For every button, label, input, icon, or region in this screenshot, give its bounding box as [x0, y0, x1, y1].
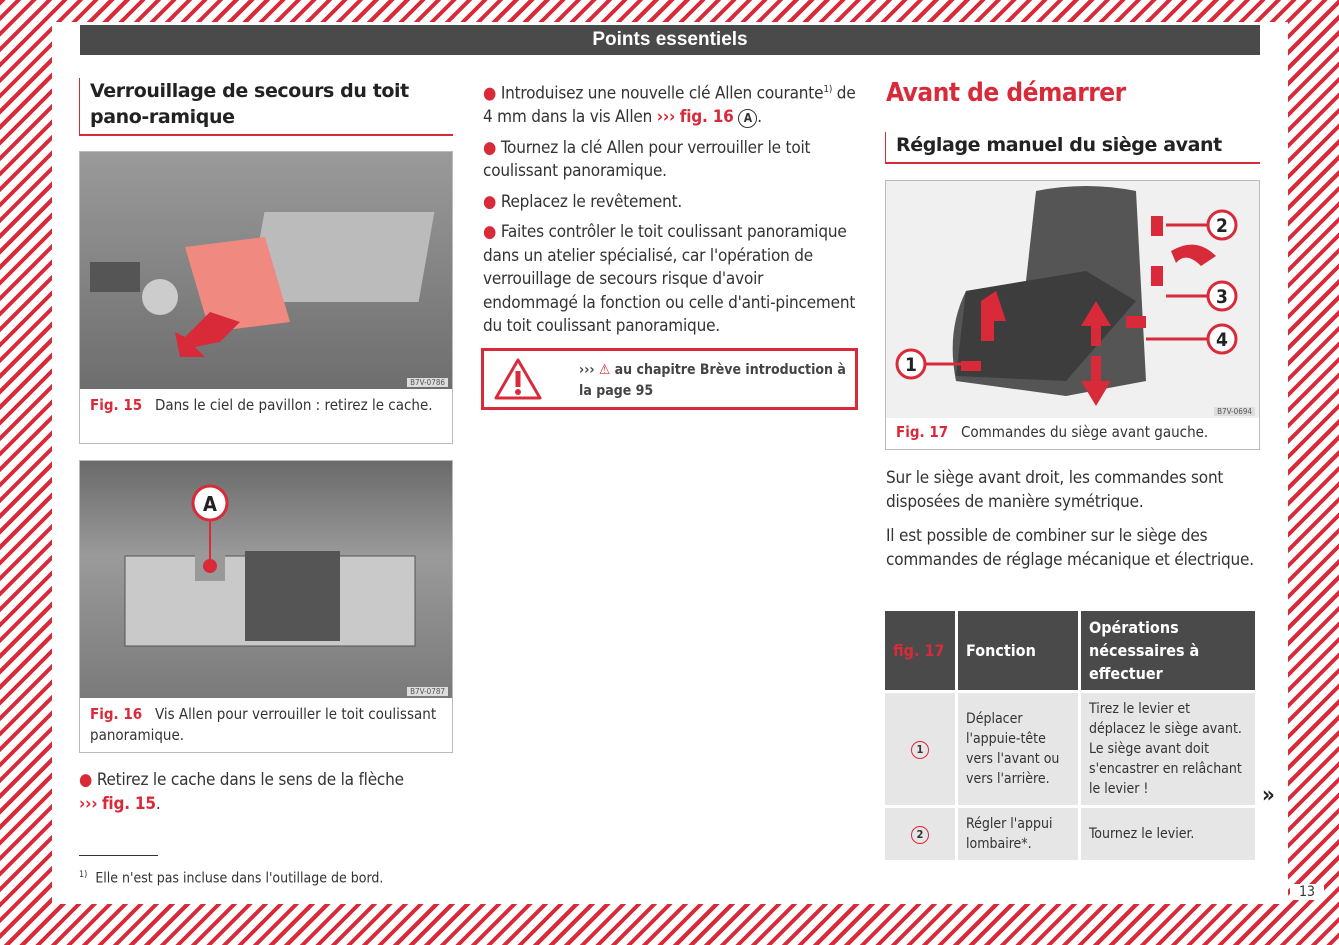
image-code: B7V-0787 — [407, 687, 448, 696]
continued-icon: » — [1262, 783, 1275, 808]
step-text: Introduisez une nouvelle clé Allen courante — [500, 83, 824, 104]
warning-box: ››› ⚠ au chapitre Brève introduction à la page 95 — [481, 348, 858, 410]
paragraph: Sur le siège avant droit, les commandes sont disposées de manière symétrique. — [886, 468, 1224, 512]
operation-cell: Tirez le levier et déplacez le siège avant. Le siège avant doit s'encastrer en relâchant le levier ! — [1081, 693, 1255, 805]
small-warning-icon: ⚠ — [598, 362, 611, 378]
function-cell: Déplacer l'appuie-tête vers l'avant ou vers l'arrière. — [958, 693, 1078, 805]
step-text: de 4 mm dans la vis Allen — [483, 83, 856, 128]
figure-16-caption — [80, 698, 452, 752]
figure-15 — [79, 151, 453, 444]
table-row — [885, 693, 1255, 805]
step-text: Faites contrôler le toit coulissant panoramique dans un atelier spécialisé, car l'opération de verrouillage de secours risque d'avoir endommagé la fonction ou celle d'anti-pincement du toit coulissant panoramique. — [483, 222, 856, 337]
footnote-mark: 1) — [79, 870, 88, 880]
footnote-ref[interactable]: 1) — [823, 84, 833, 95]
fig-16-link[interactable]: fig. 16 — [679, 107, 734, 128]
middle-steps: ● Introduisez une nouvelle clé Allen courante$^{1)}$ de 4 mm dans la vis Allen ››› fig. 16 A . ● Tournez la clé Allen pour verrouiller le toit coulissant panoramique. ● Replacez le revêtement. ● Faites contrôler le toit coulissant panoramique dans un atelier spécialisé, car l'opération de verrouillage de secours risque d'avoir endommagé la fonction ou celle d'anti-pincement du toit coulissant panoramique. — [483, 83, 856, 337]
section-title-emergency-lock: Verrouillage de secours du toit pano-ramique — [79, 78, 453, 136]
roof-lining-illustration — [80, 152, 452, 389]
footnote — [79, 870, 383, 887]
header-operations: Opérations nécessaires à effectuer — [1081, 611, 1255, 690]
operation-cell: Tournez le levier. — [1081, 808, 1255, 860]
page-number: 13 — [1290, 884, 1324, 900]
seat-controls-illustration — [886, 181, 1259, 418]
step-text: Replacez le revêtement. — [500, 191, 683, 212]
figure-16 — [79, 460, 453, 753]
caption-text: Commandes du siège avant gauche. — [960, 423, 1209, 441]
footnote-divider — [79, 855, 158, 856]
table-row — [885, 808, 1255, 860]
figure-number: Fig. 16 — [90, 705, 143, 723]
chapter-heading: Avant de démarrer — [886, 78, 1126, 108]
step-text: Retirez le cache dans le sens de la flèche — [96, 770, 404, 790]
callout-a: A — [203, 492, 217, 516]
function-cell: Régler l'appui lombaire*. — [958, 808, 1078, 860]
section-banner: Points essentiels — [80, 25, 1260, 55]
footnote-text: Elle n'est pas incluse dans l'outillage de bord. — [95, 870, 384, 887]
section-title-seat: Réglage manuel du siège avant — [885, 132, 1260, 164]
row-number-icon: 2 — [911, 826, 929, 844]
callout-a-icon: A — [738, 109, 757, 128]
figure-17-caption — [886, 418, 1259, 449]
step-text: Tournez la clé Allen pour verrouiller le toit coulissant panoramique. — [483, 137, 811, 182]
header-fig: fig. 17 — [885, 611, 955, 690]
warning-link[interactable]: au chapitre Brève introduction à la page 95 — [579, 362, 846, 399]
figure-number: Fig. 17 — [896, 423, 949, 441]
callout-3: 3 — [1216, 286, 1228, 308]
callout-4: 4 — [1216, 329, 1228, 351]
fig-15-link[interactable]: fig. 15 — [101, 793, 156, 814]
paragraph: Il est possible de combiner sur le siège des commandes de réglage mécanique et électrique. — [886, 526, 1254, 570]
image-code: B7V-0694 — [1214, 407, 1255, 416]
caption-text: Vis Allen pour verrouiller le toit coulissant panoramique. — [90, 705, 437, 744]
figure-15-caption — [80, 389, 452, 422]
figure-number: Fig. 15 — [90, 396, 143, 414]
image-code: B7V-0786 — [407, 378, 448, 387]
figure-16-image — [80, 461, 452, 698]
row-number-icon: 1 — [911, 741, 929, 759]
right-paragraphs — [886, 467, 1261, 579]
seat-functions-table — [882, 608, 1258, 863]
figure-17 — [885, 180, 1260, 450]
callout-2: 2 — [1216, 215, 1228, 237]
figure-17-image — [886, 181, 1259, 418]
callout-1: 1 — [905, 354, 917, 376]
header-function: Fonction — [958, 611, 1078, 690]
figure-15-image — [80, 152, 452, 389]
allen-screw-illustration — [80, 461, 452, 698]
caption-text: Dans le ciel de pavillon : retirez le cache. — [154, 396, 433, 414]
warning-triangle-icon — [494, 357, 542, 401]
left-step: ● Retirez le cache dans le sens de la flèche ››› fig. 15. — [79, 770, 404, 814]
